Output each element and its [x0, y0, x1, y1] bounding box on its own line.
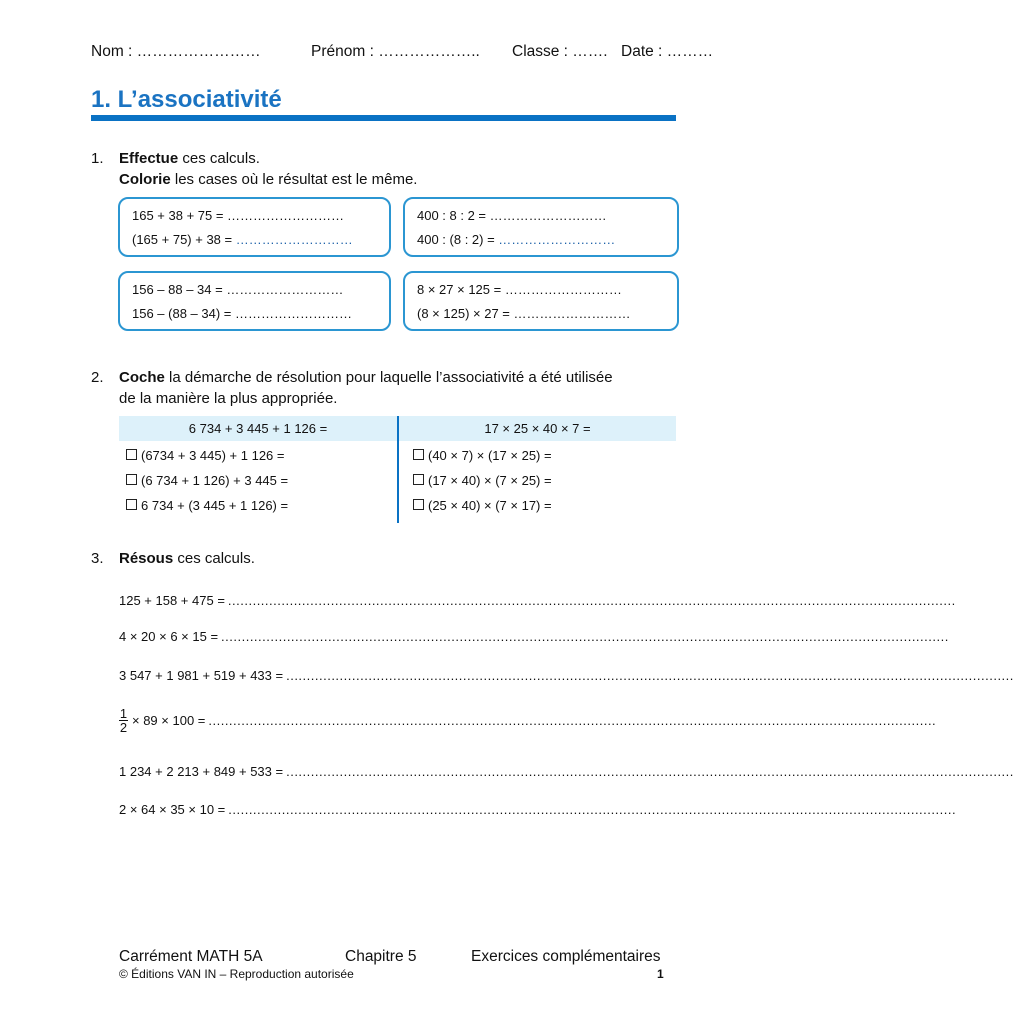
option-row[interactable]: (17 × 40) × (7 × 25) =	[413, 473, 552, 488]
instruction-text: la démarche de résolution pour laquelle l’associativité a été utilisée	[164, 369, 613, 386]
calc-expression: 1 234 + 2 213 + 849 + 533 =	[119, 764, 284, 779]
answer-dots[interactable]: .................................................................................................................................................................................	[227, 593, 956, 608]
page-number: 1	[657, 967, 664, 981]
title-underline	[91, 115, 676, 121]
instruction-verb: Colorie	[119, 171, 171, 188]
option-row[interactable]: (40 × 7) × (17 × 25) =	[413, 448, 552, 463]
calc-line: 8 × 27 × 125 = ………………………	[417, 282, 622, 297]
question-2-line-2: de la manière la plus appropriée.	[119, 390, 338, 407]
instruction-text: ces calculs.	[173, 550, 255, 567]
checkbox[interactable]	[413, 449, 424, 460]
answer-dots[interactable]: .................................................................................................................................................................................	[228, 802, 957, 817]
footer-book-title: Carrément MATH 5A	[119, 948, 263, 965]
calc-box[interactable]	[118, 197, 391, 257]
calc-line: 156 – (88 – 34) = ………………………	[132, 306, 352, 321]
calc-expression: 4 × 20 × 6 × 15 =	[119, 629, 219, 644]
option-row[interactable]: (25 × 40) × (7 × 17) =	[413, 498, 552, 513]
answer-line[interactable]	[119, 706, 937, 735]
calc-expression: 3 547 + 1 981 + 519 + 433 =	[119, 668, 284, 683]
fraction-one-half: $\frac{1}{2}$	[119, 706, 128, 735]
checkbox[interactable]	[413, 499, 424, 510]
answer-dots[interactable]: .................................................................................................................................................................................	[221, 629, 949, 644]
table-divider	[397, 416, 399, 523]
date-field: Date : ………	[621, 43, 714, 60]
checkbox[interactable]	[126, 449, 137, 460]
question-number: 1.	[91, 150, 104, 167]
calc-line: 165 + 38 + 75 = ………………………	[132, 208, 345, 223]
calc-line: (8 × 125) × 27 = ………………………	[417, 306, 631, 321]
calc-expression: × 89 × 100 =	[132, 713, 206, 728]
answer-line[interactable]	[119, 593, 956, 608]
answer-dots[interactable]: .................................................................................................................................................................................	[208, 713, 937, 728]
option-row[interactable]: (6734 + 3 445) + 1 126 =	[126, 448, 284, 463]
calc-line: 400 : 8 : 2 = ………………………	[417, 208, 607, 223]
answer-line[interactable]	[119, 802, 957, 817]
footer-section: Exercices complémentaires	[471, 948, 661, 965]
calc-box[interactable]	[118, 271, 391, 331]
page-title: 1. L’associativité	[91, 86, 282, 113]
instruction-verb: Résous	[119, 550, 174, 567]
firstname-field: Prénom : ………………..	[311, 43, 480, 60]
calc-expression: 2 × 64 × 35 × 10 =	[119, 802, 226, 817]
answer-line[interactable]	[119, 764, 1014, 779]
calc-box[interactable]	[403, 197, 679, 257]
calc-line: (165 + 75) + 38 = ………………………	[132, 232, 353, 247]
question-number: 3.	[91, 550, 104, 567]
calc-line: 400 : (8 : 2) = ………………………	[417, 232, 616, 247]
class-field: Classe : …….	[512, 43, 608, 60]
question-2-line-1	[119, 367, 613, 388]
question-3-line-1	[119, 548, 255, 569]
option-row[interactable]: (6 734 + 1 126) + 3 445 =	[126, 473, 288, 488]
instruction-text: les cases où le résultat est le même.	[170, 171, 418, 188]
answer-line[interactable]	[119, 668, 1014, 683]
question-number: 2.	[91, 369, 104, 386]
calc-box[interactable]	[403, 271, 679, 331]
table-header-multiplication: 17 × 25 × 40 × 7 =	[399, 416, 676, 441]
checkbox[interactable]	[413, 474, 424, 485]
answer-dots[interactable]: .................................................................................................................................................................................	[286, 668, 1014, 683]
checkbox[interactable]	[126, 499, 137, 510]
answer-line[interactable]	[119, 629, 949, 644]
calc-expression: 125 + 158 + 475 =	[119, 593, 225, 608]
checkbox[interactable]	[126, 474, 137, 485]
table-header-addition: 6 734 + 3 445 + 1 126 =	[119, 416, 397, 441]
calc-line: 156 – 88 – 34 = ………………………	[132, 282, 344, 297]
answer-dots[interactable]: .................................................................................................................................................................................	[286, 764, 1014, 779]
instruction-verb: Effectue	[119, 150, 179, 167]
instruction-verb: Coche	[119, 369, 165, 386]
name-field: Nom : ……………………	[91, 43, 261, 60]
instruction-text: ces calculs.	[178, 150, 260, 167]
option-row[interactable]: 6 734 + (3 445 + 1 126) =	[126, 498, 288, 513]
footer-chapter: Chapitre 5	[345, 948, 417, 965]
question-1-line-1	[119, 148, 260, 169]
question-1-line-2	[119, 169, 417, 190]
footer-copyright: © Éditions VAN IN – Reproduction autorisée	[119, 967, 354, 981]
